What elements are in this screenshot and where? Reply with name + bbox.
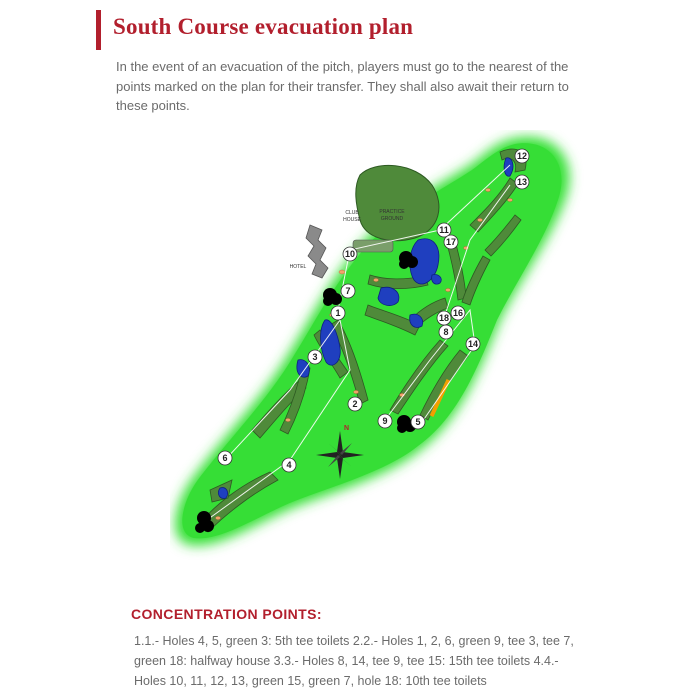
svg-text:10: 10 <box>344 249 356 259</box>
concentration-points-text: 1.1.- Holes 4, 5, green 3: 5th tee toilets 2.2.- Holes 1, 2, 6, green 9, tee 3, tee 7, green 18: halfway house 3.3.- Holes 8, 14, tee 9, tee 15: 15th tee toilets 4.4.- Holes 10, 11, 12, 13, green 15, green 7, hole 18: 10th tee toilets <box>134 634 574 688</box>
hole-marker-1 <box>331 306 345 320</box>
svg-text:3: 3 <box>312 352 318 362</box>
svg-text:6: 6 <box>222 453 228 463</box>
hotel-building <box>306 225 328 278</box>
intro-paragraph: In the event of an evacuation of the pitch, players must go to the nearest of the points marked on the plan for their transfer. They shall also await their return to these points. <box>116 59 569 113</box>
svg-text:16: 16 <box>452 308 464 318</box>
hole-marker-18 <box>437 311 451 325</box>
page-title: South Course evacuation plan <box>113 14 414 39</box>
club-house-label-1: CLUB <box>345 210 359 216</box>
course-map <box>170 130 590 560</box>
hole-marker-16 <box>451 306 465 320</box>
svg-text:9: 9 <box>382 416 388 426</box>
hole-marker-7 <box>341 284 355 298</box>
svg-text:11: 11 <box>439 225 449 235</box>
club-house-label-2: HOUSE <box>343 217 361 223</box>
hole-marker-3 <box>308 350 322 364</box>
svg-text:7: 7 <box>345 286 351 296</box>
hole-marker-10 <box>343 247 357 261</box>
hole-marker-2 <box>348 397 362 411</box>
svg-text:5: 5 <box>415 417 421 427</box>
hole-marker-9 <box>378 414 392 428</box>
svg-text:18: 18 <box>438 313 450 323</box>
hole-marker-11 <box>437 223 451 237</box>
hole-marker-13 <box>515 175 529 189</box>
compass-north-label: N <box>344 425 350 432</box>
hole-marker-17 <box>444 235 458 249</box>
hole-marker-8 <box>439 325 453 339</box>
title-accent-bar <box>96 10 101 50</box>
svg-text:17: 17 <box>445 237 457 247</box>
svg-text:12: 12 <box>516 151 528 161</box>
svg-text:14: 14 <box>467 339 479 349</box>
hole-marker-4 <box>282 458 296 472</box>
hole-marker-14 <box>466 337 480 351</box>
svg-text:13: 13 <box>516 177 528 187</box>
practice-ground-label-2: GROUND <box>380 216 404 222</box>
hole-marker-6 <box>218 451 232 465</box>
svg-text:4: 4 <box>286 460 292 470</box>
hole-marker-12 <box>515 149 529 163</box>
hotel-label: HOTEL <box>289 264 307 270</box>
svg-text:2: 2 <box>352 399 358 409</box>
practice-ground-label-1: PRACTICE <box>379 209 405 215</box>
svg-text:1: 1 <box>335 308 341 318</box>
concentration-points-title: CONCENTRATION POINTS: <box>131 606 322 622</box>
practice-ground <box>356 165 439 240</box>
hole-marker-5 <box>411 415 425 429</box>
svg-text:8: 8 <box>443 327 449 337</box>
